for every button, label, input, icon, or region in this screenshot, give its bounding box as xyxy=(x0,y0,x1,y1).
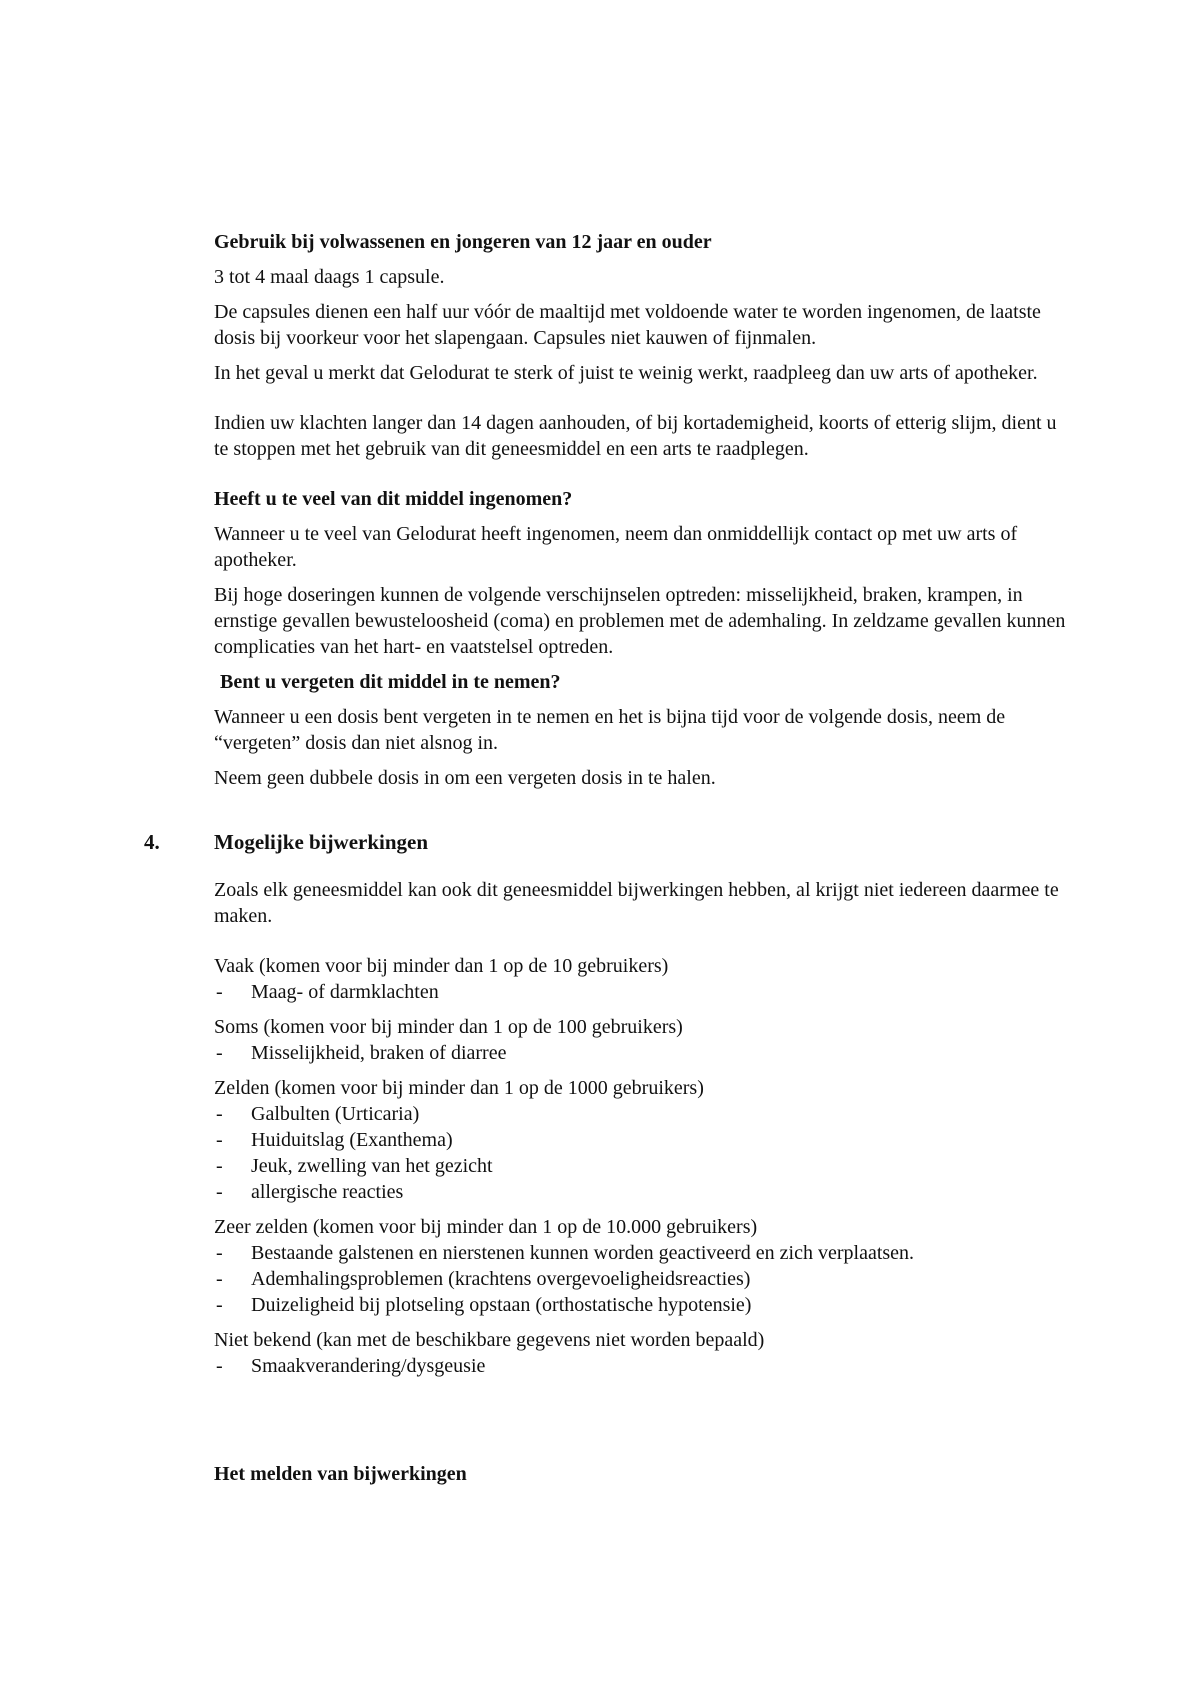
section-title: Mogelijke bijwerkingen xyxy=(214,830,429,854)
frequency-group-rare xyxy=(214,1075,1074,1205)
usage-intake-instructions: De capsules dienen een half uur vóór de maaltijd met voldoende water te worden ingenomen, de laatste dosis bij voorkeur voor het slapengaan. Capsules niet kauwen of fijnmalen. xyxy=(214,301,1041,349)
frequency-group-common xyxy=(214,953,1074,1005)
reporting-heading: Het melden van bijwerkingen xyxy=(214,1463,467,1485)
usage-consult-advice: In het geval u merkt dat Gelodurat te sterk of juist te weinig werkt, raadpleeg dan uw arts of apotheker. xyxy=(214,362,1038,384)
frequency-label: Zelden (komen voor bij minder dan 1 op de 1000 gebruikers) xyxy=(214,1077,704,1099)
usage-stop-advice: Indien uw klachten langer dan 14 dagen aanhouden, of bij kortademigheid, koorts of etterig slijm, dient u te stoppen met het gebruik van dit geneesmiddel en een arts te raadplegen. xyxy=(214,412,1057,460)
forgotten-no-double-dose: Neem geen dubbele dosis in om een vergeten dosis in te halen. xyxy=(214,767,716,789)
usage-heading: Gebruik bij volwassenen en jongeren van 12 jaar en ouder xyxy=(214,231,712,253)
frequency-groups xyxy=(214,953,1074,1379)
document-body xyxy=(144,229,1074,1487)
overdose-contact: Wanneer u te veel van Gelodurat heeft ingenomen, neem dan onmiddellijk contact op met uw arts of apotheker. xyxy=(214,523,1018,571)
list-item: - Galbulten (Urticaria) xyxy=(216,1103,420,1125)
usage-dosage: 3 tot 4 maal daags 1 capsule. xyxy=(214,266,445,288)
list-item: - allergische reacties xyxy=(216,1181,404,1203)
side-effects-intro: Zoals elk geneesmiddel kan ook dit geneesmiddel bijwerkingen hebben, al krijgt niet iedereen daarmee te maken. xyxy=(214,879,1059,927)
frequency-group-unknown xyxy=(214,1327,1074,1379)
frequency-group-uncommon xyxy=(214,1014,1074,1066)
forgotten-instruction: Wanneer u een dosis bent vergeten in te nemen en het is bijna tijd voor de volgende dosis, neem de “vergeten” dosis dan niet alsnog in. xyxy=(214,706,1006,754)
list-item: - Jeuk, zwelling van het gezicht xyxy=(216,1155,493,1177)
frequency-group-very-rare xyxy=(214,1214,1074,1318)
list-item: - Ademhalingsproblemen (krachtens overgevoeligheidsreacties) xyxy=(216,1268,751,1290)
section-number: 4. xyxy=(144,830,160,854)
list-item: - Maag- of darmklachten xyxy=(216,981,439,1003)
section-heading-side-effects xyxy=(144,829,1074,855)
list-item: - Smaakverandering/dysgeusie xyxy=(216,1355,486,1377)
list-item: - Bestaande galstenen en nierstenen kunnen worden geactiveerd en zich verplaatsen. xyxy=(216,1242,915,1264)
forgotten-heading: Bent u vergeten dit middel in te nemen? xyxy=(220,671,561,693)
list-item: - Misselijkheid, braken of diarree xyxy=(216,1042,507,1064)
overdose-heading: Heeft u te veel van dit middel ingenomen? xyxy=(214,488,573,510)
list-item: - Duizeligheid bij plotseling opstaan (orthostatische hypotensie) xyxy=(216,1294,752,1316)
frequency-label: Zeer zelden (komen voor bij minder dan 1 op de 10.000 gebruikers) xyxy=(214,1216,758,1238)
frequency-label: Niet bekend (kan met de beschikbare gegevens niet worden bepaald) xyxy=(214,1329,765,1351)
list-item: - Huiduitslag (Exanthema) xyxy=(216,1129,453,1151)
overdose-symptoms: Bij hoge doseringen kunnen de volgende verschijnselen optreden: misselijkheid, braken, krampen, in ernstige gevallen bewusteloosheid (coma) en problemen met de ademhaling. In zeldzame gevallen kunnen complicaties van het hart- en vaatstelsel optreden. xyxy=(214,584,1066,658)
frequency-label: Vaak (komen voor bij minder dan 1 op de 10 gebruikers) xyxy=(214,955,669,977)
frequency-label: Soms (komen voor bij minder dan 1 op de 100 gebruikers) xyxy=(214,1016,683,1038)
